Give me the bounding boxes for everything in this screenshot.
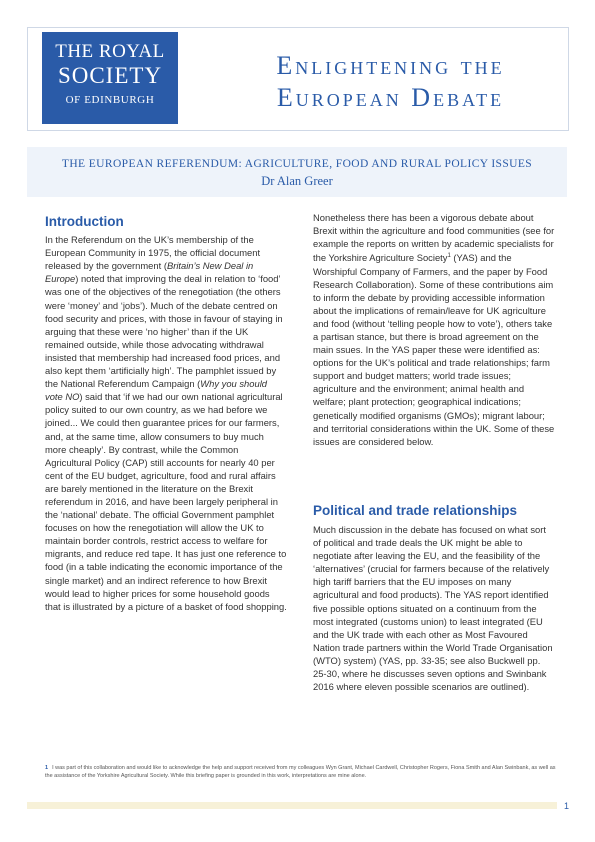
debate-text-1: Nonetheless there has been a vigorous debate about Brexit within the agriculture and food communities (see for example the reports on written by academic specialists for the Yorkshire Agriculture Society: [313, 212, 555, 264]
intro-text-3: ) said that ‘if we had our own national agricultural policy suited to our own country, as we had before we joined... We could then guarantee prices for our farmers, and, at the same time, allow consumers to buy much more cheaply’. By contrast, while the Common Agricultural Policy (CAP) still accounts for nearly 40 per cent of the EU budget, agriculture, food and rural affairs are barely mentioned in the literature on the Brexit referendum in 2016, and have been largely peripheral in the ‘national’ debate. The official Government pamphlet focuses on how the renegotiation will allow the UK to maintain border controls, restrict access to welfare for migrants, and reduce red tape. It has just one reference to food (in a table indicating the economic importance of the single market) and an indirect reference to how Brexit would lead to higher prices for some household goods that is illustrated by a picture of a basket of food shopping.: [45, 391, 287, 612]
section-heading-trade: Political and trade relationships: [313, 503, 518, 518]
masthead-line-1: Enlightening the: [276, 51, 505, 80]
footnote-number: 1: [45, 765, 49, 771]
intro-emphasis-1: Britain’s New Deal in Europe: [45, 260, 254, 285]
logo-line-1: THE ROYAL: [55, 41, 165, 62]
left-column: [45, 210, 287, 613]
debate-text-2: (YAS) and the Worshipful Company of Farmers, and the paper by Food Research Collaboration). Some of these contributions aim to inform the debate by providing accessible information about the implications of remain/leave for UK agriculture and food (without ‘telling people how to vote’), others take a partisan stance, but there is broad agreement on the main ssues. In the YAS paper these were identified as: options for the UK’s political and trade relationships; farm support and budget matters; world trade issues; agriculture and the environment; animal health and welfare; plant protection; geographical indications; genetically modified organisms (GMOs); migrant labour; and territorial considerations within the UK. Some of these issues are considered below.: [313, 252, 555, 447]
masthead-line-2: European Debate: [276, 83, 505, 112]
intro-text-2: ) noted that improving the deal in relation to ‘food’ was one of the objectives of the renegotiation (the others were ‘money’ and ‘jobs’). Much of the debate centred on food security and prices, with those in favour of staying in arguing that these were ‘no higher’ than if the UK remained outside, while those advocating withdrawal insisted that membership had increased food prices, and also kept them ‘artificially high’. The pamphlet issued by the National Referendum Campaign (: [45, 273, 283, 390]
footer-bar: [27, 802, 557, 809]
section-heading-introduction: Introduction: [45, 214, 124, 229]
intro-text-1: In the Referendum on the UK’s membership of the European Community in 1975, the official document released by the government (: [45, 234, 261, 272]
masthead-box: [27, 27, 569, 131]
page-number: 1: [564, 801, 570, 811]
intro-emphasis-2: Why you should vote NO: [45, 378, 267, 403]
rse-logo: [42, 32, 178, 124]
logo-line-2: SOCIETY: [57, 63, 163, 88]
trade-paragraph: Much discussion in the debate has focused on what sort of political and trade deals the UK might be able to negotiate after leaving the EU, and the feasibility of the ‘alternatives’ (crucial for farmers because of the relatively high tariff barriers that the EU imposes on many agricultural and food products). The YAS report identified five possible options situated on a continuum from the most integrated (customs union) to least integrated (EU and the UK trade with each other as Most Favoured Nation trade partners within the World Trade Organisation (WTO) system) (YAS, pp. 33-35; see also Buckwell pp. 25-30, where he discusses seven options and Swinbank 2016 where eleven possible scenarios are outlined).: [313, 524, 553, 693]
author-name: Dr Alan Greer: [261, 174, 333, 188]
footnote: [45, 764, 560, 780]
logo-line-3: OF EDINBURGH: [65, 94, 155, 106]
subtitle-bar: [27, 147, 567, 197]
debate-paragraph: [313, 211, 555, 448]
footnote-ref[interactable]: 1: [447, 253, 451, 260]
right-column-top: [313, 211, 555, 448]
introduction-paragraph: [45, 233, 287, 613]
masthead-title: [218, 50, 563, 114]
right-column-bottom: [313, 523, 555, 693]
document-subtitle: THE EUROPEAN REFERENDUM: AGRICULTURE, FOOD AND RURAL POLICY ISSUES: [61, 158, 533, 170]
footnote-text: I was part of this collaboration and would like to acknowledge the help and support received from my colleagues Wyn Grant, Michael Cardwell, Christopher Rogers, Fiona Smith and Alan Swinbank, as well as the assistance of the Yorkshire Agricultural Society. While this briefing paper is grounded in this work, interpretations are mine alone.: [45, 765, 556, 779]
